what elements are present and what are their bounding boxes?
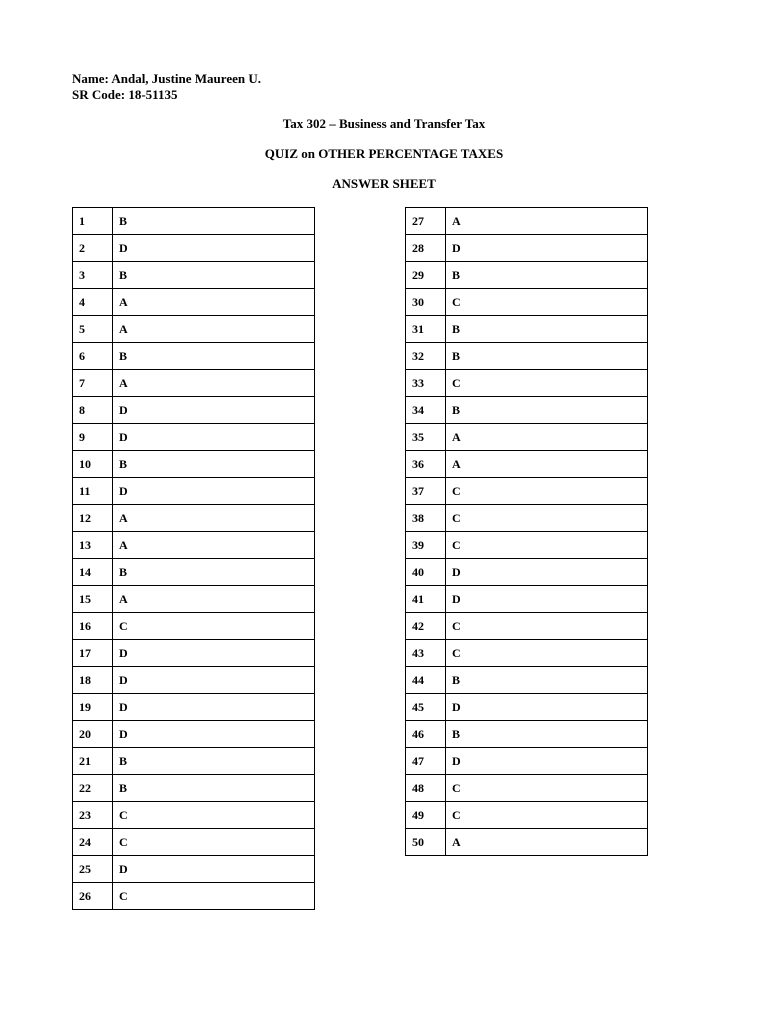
question-number: 33 bbox=[406, 370, 446, 397]
table-row bbox=[73, 316, 315, 343]
table-row bbox=[73, 694, 315, 721]
question-number: 22 bbox=[73, 775, 113, 802]
answer-letter: C bbox=[446, 613, 648, 640]
answer-letter: C bbox=[113, 613, 315, 640]
answer-letter: A bbox=[446, 208, 648, 235]
question-number: 44 bbox=[406, 667, 446, 694]
question-number: 25 bbox=[73, 856, 113, 883]
question-number: 48 bbox=[406, 775, 446, 802]
answer-letter: A bbox=[113, 289, 315, 316]
question-number: 1 bbox=[73, 208, 113, 235]
answer-letter: C bbox=[446, 802, 648, 829]
question-number: 39 bbox=[406, 532, 446, 559]
answer-letter: D bbox=[446, 559, 648, 586]
answer-letter: B bbox=[113, 262, 315, 289]
answer-letter: B bbox=[113, 343, 315, 370]
answer-letter: D bbox=[446, 694, 648, 721]
question-number: 6 bbox=[73, 343, 113, 370]
question-number: 17 bbox=[73, 640, 113, 667]
table-row bbox=[73, 613, 315, 640]
answer-letter: B bbox=[446, 721, 648, 748]
question-number: 14 bbox=[73, 559, 113, 586]
table-row bbox=[73, 397, 315, 424]
question-number: 50 bbox=[406, 829, 446, 856]
table-row bbox=[406, 775, 648, 802]
question-number: 28 bbox=[406, 235, 446, 262]
question-number: 40 bbox=[406, 559, 446, 586]
question-number: 15 bbox=[73, 586, 113, 613]
question-number: 27 bbox=[406, 208, 446, 235]
table-row bbox=[73, 640, 315, 667]
question-number: 45 bbox=[406, 694, 446, 721]
question-number: 13 bbox=[73, 532, 113, 559]
answer-letter: C bbox=[113, 883, 315, 910]
question-number: 49 bbox=[406, 802, 446, 829]
table-row bbox=[406, 262, 648, 289]
answer-letter: A bbox=[446, 451, 648, 478]
question-number: 42 bbox=[406, 613, 446, 640]
answer-letter: A bbox=[446, 829, 648, 856]
answer-letter: A bbox=[113, 505, 315, 532]
answer-letter: C bbox=[113, 829, 315, 856]
answer-letter: D bbox=[113, 397, 315, 424]
question-number: 38 bbox=[406, 505, 446, 532]
question-number: 32 bbox=[406, 343, 446, 370]
answer-letter: A bbox=[113, 586, 315, 613]
table-row bbox=[406, 505, 648, 532]
answer-letter: B bbox=[113, 775, 315, 802]
table-row bbox=[406, 613, 648, 640]
table-row bbox=[73, 370, 315, 397]
table-row bbox=[406, 235, 648, 262]
answer-sheet-title: ANSWER SHEET bbox=[332, 176, 436, 191]
answer-letter: C bbox=[446, 370, 648, 397]
table-row bbox=[73, 289, 315, 316]
table-row bbox=[406, 748, 648, 775]
table-row bbox=[406, 532, 648, 559]
table-row bbox=[406, 208, 648, 235]
question-number: 23 bbox=[73, 802, 113, 829]
answer-letter: B bbox=[113, 748, 315, 775]
table-row bbox=[406, 721, 648, 748]
quiz-title: QUIZ on OTHER PERCENTAGE TAXES bbox=[264, 146, 504, 161]
table-row bbox=[73, 802, 315, 829]
table-row bbox=[73, 208, 315, 235]
question-number: 16 bbox=[73, 613, 113, 640]
question-number: 11 bbox=[73, 478, 113, 505]
answer-letter: B bbox=[446, 262, 648, 289]
answer-letter: C bbox=[446, 289, 648, 316]
table-row bbox=[73, 478, 315, 505]
table-row bbox=[406, 802, 648, 829]
student-name: Name: Andal, Justine Maureen U. bbox=[72, 71, 261, 86]
sr-code: SR Code: 18-51135 bbox=[72, 87, 178, 102]
table-row bbox=[73, 343, 315, 370]
question-number: 19 bbox=[73, 694, 113, 721]
answer-letter: D bbox=[113, 721, 315, 748]
table-row bbox=[73, 883, 315, 910]
table-row bbox=[406, 586, 648, 613]
table-row bbox=[73, 505, 315, 532]
table-row bbox=[406, 451, 648, 478]
question-number: 20 bbox=[73, 721, 113, 748]
question-number: 18 bbox=[73, 667, 113, 694]
table-row bbox=[406, 667, 648, 694]
answer-letter: B bbox=[446, 343, 648, 370]
answer-letter: A bbox=[113, 532, 315, 559]
table-row bbox=[73, 262, 315, 289]
question-number: 41 bbox=[406, 586, 446, 613]
answer-table-left bbox=[72, 207, 315, 910]
answer-letter: B bbox=[113, 451, 315, 478]
table-row bbox=[406, 640, 648, 667]
question-number: 29 bbox=[406, 262, 446, 289]
answer-letter: C bbox=[446, 775, 648, 802]
question-number: 12 bbox=[73, 505, 113, 532]
question-number: 8 bbox=[73, 397, 113, 424]
answer-letter: D bbox=[113, 667, 315, 694]
answer-letter: C bbox=[446, 532, 648, 559]
question-number: 47 bbox=[406, 748, 446, 775]
answer-letter: C bbox=[446, 505, 648, 532]
table-row bbox=[73, 235, 315, 262]
answer-letter: B bbox=[113, 559, 315, 586]
table-row bbox=[73, 451, 315, 478]
question-number: 36 bbox=[406, 451, 446, 478]
table-row bbox=[73, 721, 315, 748]
answer-letter: D bbox=[113, 235, 315, 262]
question-number: 46 bbox=[406, 721, 446, 748]
table-row bbox=[73, 775, 315, 802]
question-number: 43 bbox=[406, 640, 446, 667]
question-number: 2 bbox=[73, 235, 113, 262]
answer-letter: D bbox=[113, 478, 315, 505]
table-row bbox=[406, 559, 648, 586]
question-number: 31 bbox=[406, 316, 446, 343]
table-row bbox=[406, 829, 648, 856]
table-row bbox=[73, 748, 315, 775]
table-row bbox=[406, 424, 648, 451]
question-number: 26 bbox=[73, 883, 113, 910]
table-row bbox=[73, 856, 315, 883]
answer-letter: D bbox=[446, 586, 648, 613]
question-number: 24 bbox=[73, 829, 113, 856]
table-row bbox=[406, 370, 648, 397]
answer-letter: D bbox=[113, 694, 315, 721]
table-row bbox=[73, 532, 315, 559]
question-number: 4 bbox=[73, 289, 113, 316]
question-number: 30 bbox=[406, 289, 446, 316]
answer-letter: C bbox=[446, 640, 648, 667]
table-row bbox=[73, 586, 315, 613]
question-number: 37 bbox=[406, 478, 446, 505]
question-number: 3 bbox=[73, 262, 113, 289]
table-row bbox=[406, 289, 648, 316]
table-row bbox=[73, 667, 315, 694]
table-row bbox=[406, 694, 648, 721]
table-row bbox=[406, 397, 648, 424]
table-row bbox=[406, 316, 648, 343]
answer-letter: B bbox=[446, 397, 648, 424]
answer-letter: B bbox=[446, 316, 648, 343]
answer-table-right bbox=[405, 207, 648, 856]
answer-letter: C bbox=[446, 478, 648, 505]
answer-letter: A bbox=[113, 370, 315, 397]
answer-letter: A bbox=[113, 316, 315, 343]
table-row bbox=[73, 559, 315, 586]
table-row bbox=[406, 478, 648, 505]
table-row bbox=[406, 343, 648, 370]
answer-letter: D bbox=[113, 856, 315, 883]
question-number: 5 bbox=[73, 316, 113, 343]
question-number: 34 bbox=[406, 397, 446, 424]
answer-letter: D bbox=[113, 424, 315, 451]
question-number: 21 bbox=[73, 748, 113, 775]
table-row bbox=[73, 424, 315, 451]
answer-letter: B bbox=[446, 667, 648, 694]
answer-letter: B bbox=[113, 208, 315, 235]
answer-letter: C bbox=[113, 802, 315, 829]
answer-letter: D bbox=[446, 235, 648, 262]
answer-letter: D bbox=[446, 748, 648, 775]
table-row bbox=[73, 829, 315, 856]
answer-letter: D bbox=[113, 640, 315, 667]
answer-letter: A bbox=[446, 424, 648, 451]
question-number: 9 bbox=[73, 424, 113, 451]
course-title: Tax 302 – Business and Transfer Tax bbox=[282, 116, 486, 131]
question-number: 10 bbox=[73, 451, 113, 478]
question-number: 7 bbox=[73, 370, 113, 397]
question-number: 35 bbox=[406, 424, 446, 451]
